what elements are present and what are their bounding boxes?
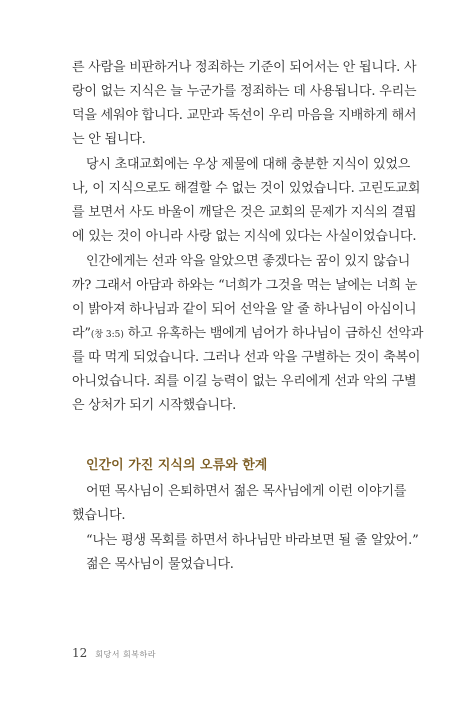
text-fragment: 하고 유혹하는 뱀에게 넘어가 하나님이 금하신 선악과 xyxy=(123,326,424,341)
text-line: 당시 초대교회에는 우상 제물에 대해 충분한 지식이 있었으 xyxy=(86,157,411,172)
text-line: 이 밝아져 하나님과 같이 되어 선악을 알 줄 하나님이 아심이니 xyxy=(72,302,417,317)
text-line: 에 있는 것이 아니라 사랑 없는 지식에 있다는 사실이었습니다. xyxy=(72,229,417,244)
text-fragment: 라” xyxy=(72,326,91,341)
page-footer xyxy=(72,646,156,660)
text-line: 젊은 목사님이 물었습니다. xyxy=(86,557,234,572)
quote-line: “나는 평생 목회를 하면서 하나님만 바라보면 될 줄 알았어.” xyxy=(86,533,419,548)
text-line: 나, 이 지식으로도 해결할 수 없는 것이 있었습니다. 고린도교회 xyxy=(72,181,421,196)
section-heading: 인간이 가진 지식의 오류와 한계 xyxy=(86,458,268,473)
text-line: 를 따 먹게 되었습니다. 그러나 선과 악을 구별하는 것이 축복이 xyxy=(72,350,421,365)
text-line: 까? 그래서 아담과 하와는 “너희가 그것을 먹는 날에는 너희 눈 xyxy=(72,278,418,293)
text-line: 를 보면서 사도 바울이 깨달은 것은 교회의 문제가 지식의 결핍 xyxy=(72,205,417,220)
running-title: 회당서 회복하라 xyxy=(95,650,156,659)
text-line: 아니었습니다. 죄를 이길 능력이 없는 우리에게 선과 악의 구별 xyxy=(72,374,417,389)
page-number: 12 xyxy=(72,646,88,660)
text-line: 는 안 됩니다. xyxy=(72,132,146,147)
text-line: 했습니다. xyxy=(72,508,126,523)
text-line: 어떤 목사님이 은퇴하면서 젊은 목사님에게 이런 이야기를 xyxy=(86,484,407,499)
text-line: 랑이 없는 지식은 늘 누군가를 정죄하는 데 사용됩니다. 우리는 xyxy=(72,84,417,99)
text-line-with-reference xyxy=(72,324,424,345)
text-line: 인간에게는 선과 악을 알았으면 좋겠다는 꿈이 있지 않습니 xyxy=(86,254,411,269)
text-line: 은 상처가 되기 시작했습니다. xyxy=(72,398,237,413)
text-line: 덕을 세워야 합니다. 교만과 독선이 우리 마음을 지배하게 해서 xyxy=(72,108,417,123)
scripture-reference: (창 3:5) xyxy=(90,330,124,340)
text-line: 른 사람을 비판하거나 정죄하는 기준이 되어서는 안 됩니다. 사 xyxy=(72,60,417,75)
